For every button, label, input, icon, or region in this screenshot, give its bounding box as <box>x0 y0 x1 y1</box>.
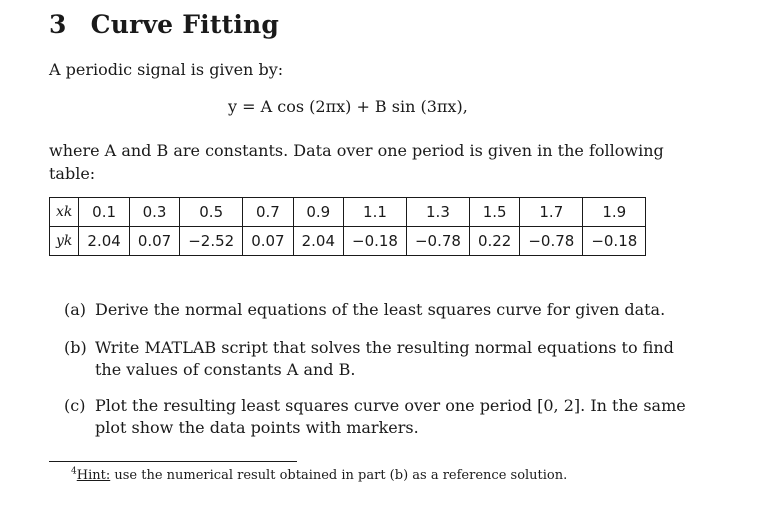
question-item-c <box>64 395 694 439</box>
table-cell: 0.9 <box>293 198 343 227</box>
item-label: (a) <box>64 300 87 319</box>
table-cell: −0.18 <box>583 227 646 256</box>
table-row-y <box>50 227 646 256</box>
table-cell: 1.5 <box>469 198 519 227</box>
table-cell: 1.3 <box>406 198 469 227</box>
question-item-a <box>64 299 694 321</box>
table-header-y: yk <box>50 227 79 256</box>
table-cell: 0.22 <box>469 227 519 256</box>
table-cell: 0.07 <box>129 227 179 256</box>
table-cell: 2.04 <box>79 227 129 256</box>
intro-text: A periodic signal is given by: <box>49 60 284 79</box>
section-heading <box>49 10 279 39</box>
table-cell: −2.52 <box>180 227 243 256</box>
table-cell: −0.18 <box>344 227 407 256</box>
table-cell: 0.3 <box>129 198 179 227</box>
question-item-b <box>64 337 694 381</box>
footnote-hint-label: Hint: <box>76 468 111 483</box>
data-table <box>49 197 646 256</box>
table-cell: 0.1 <box>79 198 129 227</box>
footnote <box>71 468 567 483</box>
description-paragraph: where A and B are constants. Data over one period is given in the following table: <box>49 141 664 183</box>
item-text: Plot the resulting least squares curve over one period [0, 2]. In the same plot show the data points with markers. <box>95 396 686 437</box>
table-cell: 0.5 <box>180 198 243 227</box>
item-text: Derive the normal equations of the least squares curve for given data. <box>95 300 666 319</box>
footnote-rule <box>49 461 297 462</box>
table-row-x <box>50 198 646 227</box>
footnote-text: use the numerical result obtained in part (b) as a reference solution. <box>114 468 568 483</box>
section-number: 3 <box>49 10 67 39</box>
table-cell: 2.04 <box>293 227 343 256</box>
item-text: Write MATLAB script that solves the resulting normal equations to find the values of constants A and B. <box>95 338 674 379</box>
table-cell: 1.9 <box>583 198 646 227</box>
table-cell: 0.07 <box>243 227 293 256</box>
table-header-x: xk <box>50 198 79 227</box>
table-cell: 1.1 <box>344 198 407 227</box>
footnote-mark: 4 <box>71 466 77 477</box>
table-cell: 1.7 <box>520 198 583 227</box>
item-label: (c) <box>64 396 86 415</box>
table-cell: −0.78 <box>520 227 583 256</box>
section-title: Curve Fitting <box>90 10 280 39</box>
signal-equation: y = A cos (2πx) + B sin (3πx), <box>228 97 468 116</box>
table-cell: −0.78 <box>406 227 469 256</box>
item-label: (b) <box>64 338 87 357</box>
table-cell: 0.7 <box>243 198 293 227</box>
